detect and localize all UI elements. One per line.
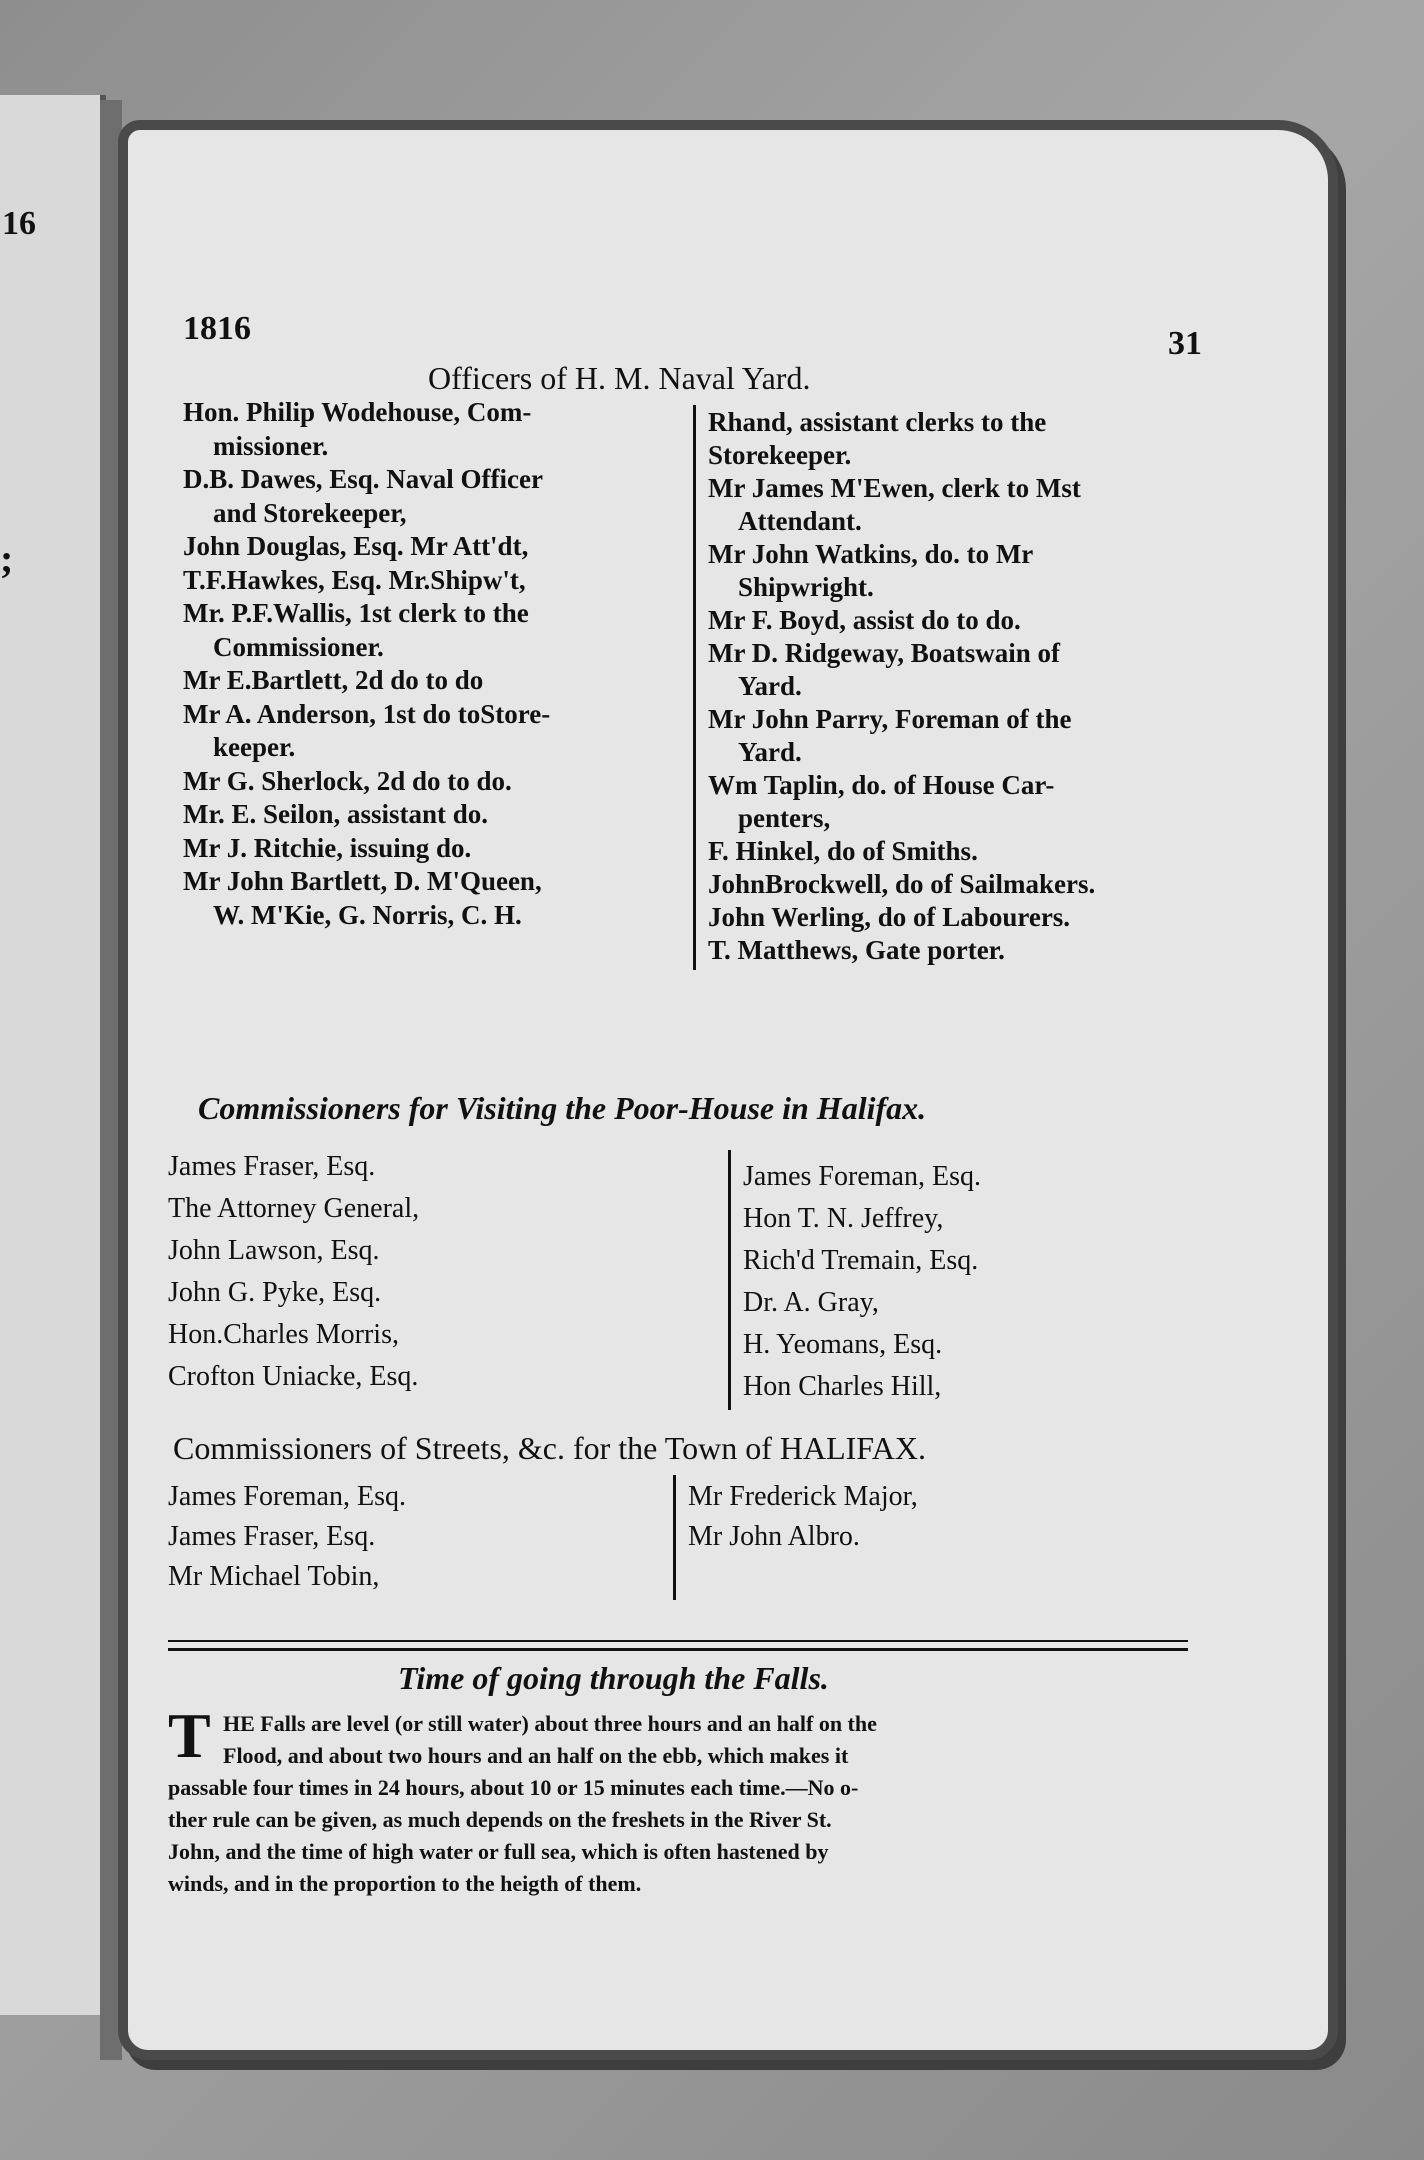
falls-text-line: winds, and in the proportion to the heigth of them. [168, 1871, 642, 1896]
naval-yard-entry: penters, [738, 803, 831, 833]
naval-yard-entry: keeper. [213, 732, 296, 762]
naval-yard-entry: missioner. [213, 430, 329, 461]
naval-yard-entry: John Douglas, Esq. Mr Att'dt, [183, 531, 529, 561]
streets-member: Mr John Albro. [688, 1521, 860, 1552]
page-year: 1816 [183, 310, 251, 347]
poor-house-member: Hon T. N. Jeffrey, [743, 1203, 944, 1234]
naval-yard-entry: Mr D. Ridgeway, Boatswain of [708, 638, 1061, 668]
naval-yard-entry: Mr. P.F.Wallis, 1st clerk to the [183, 598, 529, 628]
naval-yard-entry: Rhand, assistant clerks to the [708, 407, 1047, 437]
naval-yard-entry: Mr G. Sherlock, 2d do to do. [183, 765, 512, 796]
naval-yard-entry: W. M'Kie, G. Norris, C. H. [213, 899, 522, 930]
naval-yard-entry: Commissioner. [213, 631, 384, 662]
naval-yard-entry: Mr. E. Seilon, assistant do. [183, 799, 489, 829]
naval-yard-entry: John Werling, do of Labourers. [708, 902, 1071, 932]
almanac-page [118, 120, 1338, 2060]
falls-drop-cap: T [168, 1700, 211, 1771]
section-rule-top [168, 1640, 1188, 1642]
falls-text-line: Flood, and about two hours and an half on the ebb, which makes it [223, 1743, 849, 1768]
poor-house-member: James Fraser, Esq. [168, 1151, 376, 1182]
falls-text-line: HE Falls are level (or still water) about three hours and an half on the [223, 1711, 877, 1736]
naval-yard-entry: Yard. [738, 737, 802, 767]
facing-page-folio: 16 [2, 205, 36, 242]
naval-yard-title: Officers of H. M. Naval Yard. [428, 360, 811, 396]
streets-member: Mr Michael Tobin, [168, 1561, 380, 1592]
streets-divider [673, 1475, 676, 1600]
naval-yard-entry: Shipwright. [738, 572, 874, 602]
falls-text-line: passable four times in 24 hours, about 10 or 15 minutes each time.—No o- [168, 1775, 859, 1800]
streets-title: Commissioners of Streets, &c. for the Town of HALIFAX. [173, 1430, 926, 1466]
facing-page-mark: ; [0, 536, 14, 581]
naval-yard-entry: Hon. Philip Wodehouse, Com- [183, 397, 532, 427]
poor-house-member: Rich'd Tremain, Esq. [743, 1245, 979, 1276]
streets-member: Mr Frederick Major, [688, 1481, 918, 1512]
naval-yard-entry: Mr E.Bartlett, 2d do to do [183, 665, 484, 695]
naval-yard-entry: JohnBrockwell, do of Sailmakers. [708, 869, 1096, 899]
naval-yard-divider [693, 405, 696, 970]
naval-yard-entry: D.B. Dawes, Esq. Naval Officer [183, 464, 543, 494]
poor-house-title: Commissioners for Visiting the Poor-House in Halifax. [198, 1090, 927, 1126]
naval-yard-entry: Storekeeper. [708, 440, 852, 470]
section-rule-bottom [168, 1648, 1188, 1651]
poor-house-divider [728, 1150, 731, 1410]
falls-title: Time of going through the Falls. [398, 1660, 829, 1696]
page-number: 31 [1168, 325, 1202, 362]
naval-yard-entry: Mr John Bartlett, D. M'Queen, [183, 866, 542, 896]
naval-yard-entry: Attendant. [738, 506, 862, 536]
poor-house-member: Dr. A. Gray, [743, 1287, 879, 1318]
naval-yard-entry: T.F.Hawkes, Esq. Mr.Shipw't, [183, 564, 526, 595]
naval-yard-entry: and Storekeeper, [213, 497, 407, 528]
naval-yard-entry: Mr John Parry, Foreman of the [708, 704, 1072, 734]
poor-house-member: John G. Pyke, Esq. [168, 1277, 382, 1308]
naval-yard-entry: Mr F. Boyd, assist do to do. [708, 605, 1021, 635]
naval-yard-entry: Mr John Watkins, do. to Mr [708, 539, 1034, 569]
falls-text-line: John, and the time of high water or full sea, which is often hastened by [168, 1839, 829, 1864]
poor-house-member: Hon.Charles Morris, [168, 1319, 399, 1350]
naval-yard-entry: Mr J. Ritchie, issuing do. [183, 832, 472, 863]
poor-house-member: James Foreman, Esq. [743, 1161, 981, 1192]
poor-house-member: John Lawson, Esq. [168, 1235, 380, 1266]
naval-yard-entry: F. Hinkel, do of Smiths. [708, 836, 978, 866]
naval-yard-entry: Wm Taplin, do. of House Car- [708, 770, 1055, 800]
poor-house-member: Hon Charles Hill, [743, 1371, 942, 1402]
streets-member: James Fraser, Esq. [168, 1521, 376, 1552]
naval-yard-entry: Yard. [738, 671, 802, 701]
facing-page-edge [0, 95, 106, 2015]
naval-yard-entry: Mr James M'Ewen, clerk to Mst [708, 473, 1081, 503]
falls-text-line: ther rule can be given, as much depends on the freshets in the River St. [168, 1807, 832, 1832]
poor-house-member: The Attorney General, [168, 1193, 420, 1224]
naval-yard-entry: Mr A. Anderson, 1st do toStore- [183, 698, 551, 729]
streets-member: James Foreman, Esq. [168, 1481, 406, 1512]
poor-house-member: H. Yeomans, Esq. [743, 1329, 943, 1360]
poor-house-member: Crofton Uniacke, Esq. [168, 1361, 419, 1392]
naval-yard-entry: T. Matthews, Gate porter. [708, 935, 1005, 965]
